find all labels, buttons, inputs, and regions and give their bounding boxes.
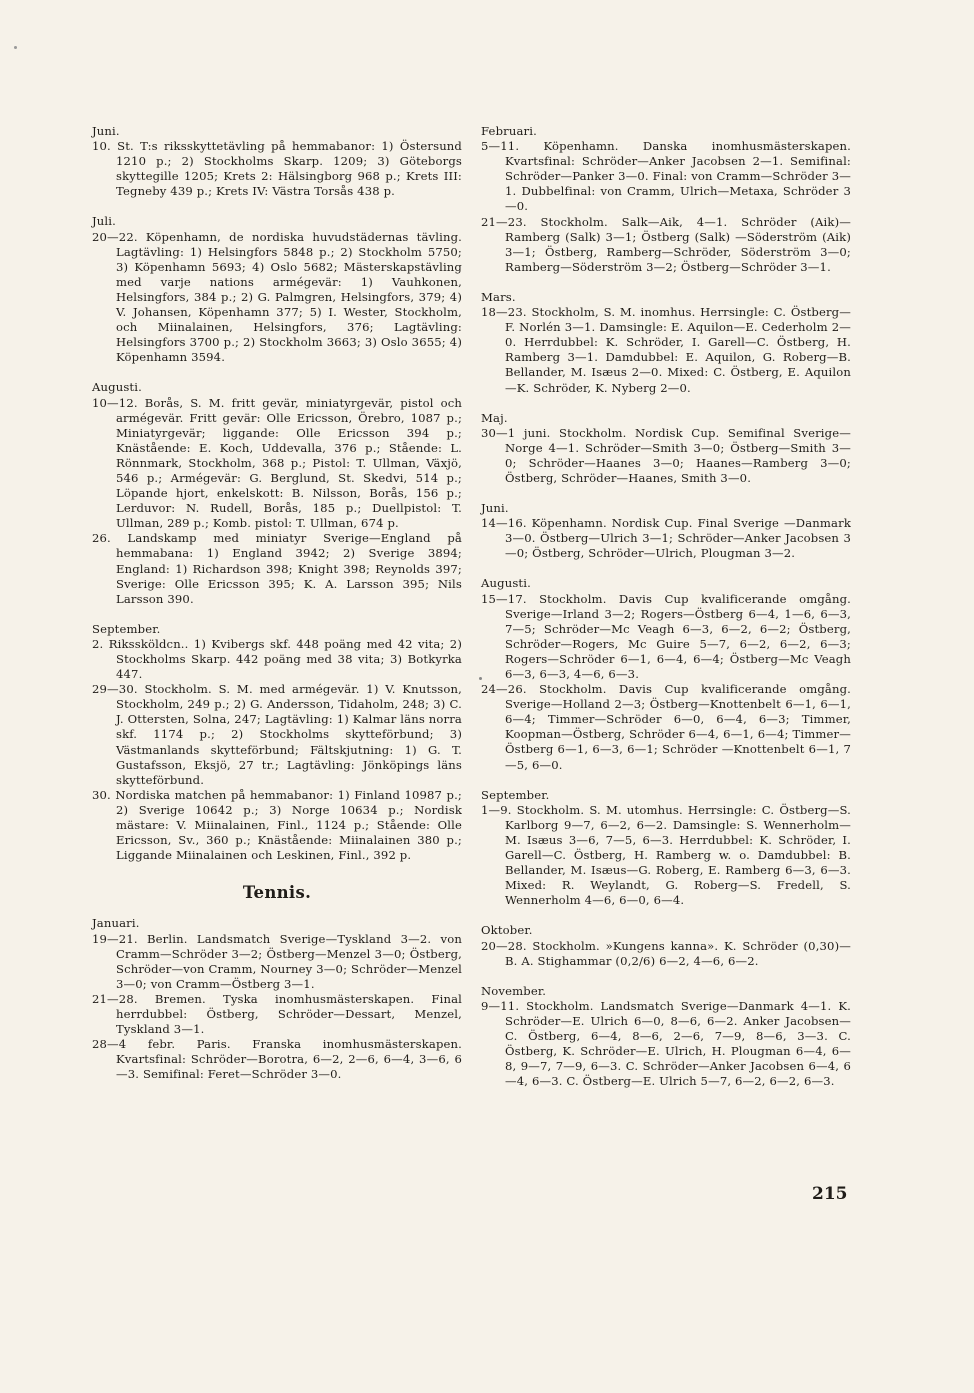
result-entry: [481, 939, 851, 969]
month-heading: Januari.: [92, 916, 140, 931]
entry-date: 26.: [92, 531, 111, 546]
block-spacer: [481, 275, 851, 290]
entry-text: Bremen. Tyska inomhusmästerskapen. Final herrdubbel: Östberg, Schröder—Dessart, Menzel, Tyskland 3—1.: [116, 991, 462, 1037]
result-entry: [481, 215, 851, 275]
month-heading: Juli.: [92, 214, 116, 229]
result-entry: [481, 426, 851, 486]
entry-date: 14—16.: [481, 516, 527, 531]
block-spacer: [481, 908, 851, 923]
result-entry: [92, 139, 462, 199]
month-heading: Augusti.: [92, 380, 142, 395]
result-entry: [481, 803, 851, 909]
block-spacer: [481, 561, 851, 576]
result-entry: [92, 1037, 462, 1082]
month-heading: September.: [92, 621, 161, 636]
result-entry: [481, 516, 851, 561]
block-spacer: [92, 199, 462, 214]
month-heading: Mars.: [481, 289, 516, 304]
entry-date: 10.: [92, 139, 111, 154]
left-column-results: [92, 124, 462, 863]
entry-date: 21—28.: [92, 991, 138, 1006]
entry-date: 9—11.: [481, 998, 520, 1013]
result-entry: [92, 396, 462, 532]
result-entry: [481, 592, 851, 683]
block-spacer: [481, 969, 851, 984]
result-entry: [481, 999, 851, 1090]
result-entry: [481, 139, 851, 214]
entry-text: Stockholm. Nordisk Cup. Semifinal Sverige—Norge 4—1. Schröder—Smith 3—0; Östberg—Smith 3—0; Schröder—Haanes 3—0; Haanes—Ramberg 3—0; Östberg, Schröder—Haanes, Smith 3—0.: [505, 425, 851, 485]
entry-text: Stockholm, S. M. inomhus. Herrsingle: C. Östberg—F. Norlén 3—1. Damsingle: E. Aquilon—E. Cederholm 2—0. Herrdubbel: K. Schröder, I. Garell—C. Östberg, H. Ramberg 3—1. Damdubbel: E. Aquilon, G. Roberg—B. Bellander, M. Isæus 2—0. Mixed: C. Östberg, E. Aquilon—K. Schröder, K. Nyberg 2—0.: [505, 305, 852, 395]
month-heading: Februari.: [481, 124, 537, 138]
entry-date: 2.: [92, 636, 104, 651]
block-spacer: [481, 396, 851, 411]
result-entry: [92, 992, 462, 1037]
section-title: Tennis.: [242, 883, 312, 903]
entry-date: 29—30.: [92, 682, 138, 697]
entry-date: 20—28.: [481, 938, 527, 953]
entry-text: Borås, S. M. fritt gevär, miniatyrgevär, pistol och armégevär. Fritt gevär: Olle Ericsson, Örebro, 1087 p.; Miniatyrgevär; liggande: Olle Ericsson 394 p.; Knästående: E. Koch, Uddevalla, 376 p.; Stående: L. Rönnmark, Stockholm, 368 p.; Pistol: T. Ullman, Växjö, 546 p.; Armégevär: G. Berglund, St. Skedvi, 514 p.; Löpande hjort, enkelskott: B. Nilsson, Borås, 156 p.; Lerduvor: N. Rudell, Borås, 185 p.; Duellpistol: T. Ullman, 289 p.; Komb. pistol: T. Ullman, 674 p.: [116, 395, 462, 531]
entry-date: 19—21.: [92, 931, 138, 946]
entry-text: Rikssköldcn.. 1) Kvibergs skf. 448 poäng med 42 vita; 2) Stockholms Skarp. 442 poäng med 38 vita; 3) Botkyrka 447.: [108, 636, 462, 682]
result-entry: [481, 305, 851, 396]
entry-date: 20—22.: [92, 229, 138, 244]
left-column-tennis-results: [92, 916, 462, 1082]
month-heading: Augusti.: [481, 576, 531, 591]
entry-text: Köpenhamn. Nordisk Cup. Final Sverige —Danmark 3—0. Östberg—Ulrich 3—1; Schröder—Anker Jacobsen 3—0; Östberg, Schröder—Ulrich, Plougman 3—2.: [505, 516, 851, 561]
month-heading: Maj.: [481, 410, 508, 425]
entry-text: Stockholm. »Kungens kanna». K. Schröder (0,30)—B. A. Stighammar (0,2/6) 6—2, 4—6, 6—2.: [505, 938, 852, 968]
entry-date: 10—12.: [92, 395, 138, 410]
month-heading: November.: [481, 983, 547, 998]
result-entry: [92, 788, 462, 863]
entry-text: Stockholm. S. M. utomhus. Herrsingle: C. Östberg—S. Karlborg 9—7, 6—2, 6—2. Damsingle: S. Wennerholm—M. Isæus 3—6, 7—5, 6—3. Herrdubbel: K. Schröder, I. Garell—C. Östberg, H. Ramberg w. o. Damdubbel: B. Bellander, M. Isæus—G. Roberg, E. Ramberg 6—3, 6—3. Mixed: R. Weylandt, G. Roberg—S. Fredell, S. Wennerholm 4—6, 6—0, 6—4.: [505, 802, 851, 908]
entry-date: 18—23.: [481, 305, 527, 320]
month-heading: Juni.: [481, 501, 509, 516]
entry-text: Paris. Franska inomhusmästerskapen. Kvartsfinal: Schröder—Borotra, 6—2, 2—6, 6—4, 3—6, 6—3. Semifinal: Feret—Schröder 3—0.: [116, 1037, 463, 1082]
entry-text: Köpenhamn, de nordiska huvudstädernas tävling. Lagtävling: 1) Helsingfors 5848 p.; 2) Stockholm 5750; 3) Köpenhamn 5693; 4) Oslo 5682; Mästerskapstävling med varje nations armégevär: 1) Vauhkonen, Helsingfors, 384 p.; 2) G. Palmgren, Helsingfors, 379; 4) V. Johansen, Köpenhamn 377; 5) I. Wester, Stockholm, och Miinalainen, Helsingfors, 376; Lagtävling: Helsingfors 3700 p.; 2) Stockholm 3663; 3) Oslo 3655; 4) Köpenhamn 3594.: [116, 229, 462, 365]
entry-date: 30—1 juni.: [481, 425, 551, 440]
block-spacer: [481, 773, 851, 788]
block-spacer: [92, 607, 462, 622]
entry-date: 1—9.: [481, 802, 512, 817]
entry-date: 15—17.: [481, 591, 527, 606]
entry-text: Stockholm. Davis Cup kvalificerande omgång. Sverige—Holland 2—3; Östberg—Knottenbelt 6—1, 6—1, 6—4; Timmer—Schröder 6—0, 6—4, 6—3; Timmer, Koopman—Östberg, Schröder 6—4, 6—1, 6—4; Timmer—Östberg 6—1, 6—3, 6—1; Schröder —Knottenbelt 6—1, 7—5, 6—0.: [505, 682, 851, 772]
result-entry: [92, 932, 462, 992]
entry-date: 30.: [92, 787, 111, 802]
result-entry: [481, 682, 851, 773]
month-heading: Oktober.: [481, 923, 533, 938]
right-column-tennis-results: [481, 124, 851, 1089]
entry-date: 21—23.: [481, 214, 527, 229]
entry-date: 24—26.: [481, 682, 527, 697]
block-spacer: [92, 365, 462, 380]
result-entry: [92, 531, 462, 606]
result-entry: [92, 682, 462, 788]
page-number: 215: [812, 1184, 848, 1204]
block-spacer: [481, 486, 851, 501]
entry-text: Köpenhamn. Danska inomhusmästerskapen. Kvartsfinal: Schröder—Anker Jacobsen 2—1. Semifinal: Schröder—Panker 3—0. Final: von Cramm—Schröder 3—1. Dubbelfinal: von Cramm, Ulrich—Metaxa, Schröder 3—0.: [505, 139, 851, 214]
entry-text: Stockholm. Landsmatch Sverige—Danmark 4—1. K. Schröder—E. Ulrich 6—0, 8—6, 6—2. Anker Jacobsen—C. Östberg, 6—4, 8—6, 2—6, 7—9, 8—6, 3—3. C. Östberg, K. Schröder—E. Ulrich, H. Plougman 6—4, 6—8, 9—7, 7—9, 6—3. C. Schröder—Anker Jacobsen 6—4, 6—4, 6—3. C. Östberg—E. Ulrich 5—7, 6—2, 6—2, 6—3.: [505, 998, 851, 1089]
entry-text: Stockholm. S. M. med armégevär. 1) V. Knutsson, Stockholm, 249 p.; 2) G. Andersson, Tidaholm, 248; 3) C. J. Ottersten, Solna, 247; Lagtävling: 1) Kalmar läns norra skf. 1174 p.; 2) Stockholms skytteförbund; 3) Västmanlands skytteförbund; Fältskjutning: 1) G. T. Gustafsson, Eksjö, 27 tr.; Lagtävling: Jönköpings läns skytteförbund.: [116, 682, 462, 787]
entry-date: 5—11.: [481, 139, 520, 154]
result-entry: [92, 637, 462, 682]
entry-text: St. T:s riksskyttetävling på hemmabanor: 1) Östersund 1210 p.; 2) Stockholms Skarp. 1209; 3) Göteborgs skyttegille 1205; Krets 2: Hälsingborg 968 p.; Krets III: Tegneby 439 p.; Krets IV: Västra Torsås 438 p.: [116, 139, 462, 199]
month-heading: September.: [481, 787, 550, 802]
result-entry: [92, 230, 462, 366]
left-column: [92, 124, 462, 1082]
entry-text: Berlin. Landsmatch Sverige—Tyskland 3—2. von Cramm—Schröder 3—2; Östberg—Menzel 3—0; Östberg, Schröder—von Cramm, Nourney 3—0; Schröder—Menzel 3—0; von Cramm—Östberg 3—1.: [116, 931, 462, 991]
entry-text: Nordiska matchen på hemmabanor: 1) Finland 10987 p.; 2) Sverige 10642 p.; 3) Norge 10634 p.; Nordisk mästare: V. Miinalainen, Finl., 1124 p.; Stående: Olle Ericsson, Sv., 360 p.; Knästående: Miinalainen 380 p.; Liggande Miinalainen och Leskinen, Finl., 392 p.: [115, 787, 462, 863]
month-heading: Juni.: [92, 124, 120, 138]
right-column: [481, 124, 851, 1089]
entry-text: Landskamp med miniatyr Sverige—England på hemmabana: 1) England 3942; 2) Sverige 3894; England: 1) Richardson 398; Knight 398; Reynolds 397; Sverige: Olle Ericsson 395; K. A. Larsson 395; Nils Larsson 390.: [116, 531, 462, 606]
entry-text: Stockholm. Salk—Aik, 4—1. Schröder (Aik)—Ramberg (Salk) 3—1; Östberg (Salk) —Söderström (Aik) 3—1; Östberg, Ramberg—Schröder, Söderström 3—0; Ramberg—Söderström 3—2; Östberg—Schröder 3—1.: [505, 214, 851, 274]
margin-mark: [14, 46, 17, 49]
entry-text: Stockholm. Davis Cup kvalificerande omgång. Sverige—Irland 3—2; Rogers—Östberg 6—4, 1—6, 6—3, 7—5; Schröder—Mc Veagh 6—3, 6—2, 6—2; Östberg, Schröder—Rogers, Mc Guire 5—7, 6—2, 6—2, 6—3; Rogers—Schröder 6—1, 6—4, 6—4; Östberg—Mc Veagh 6—3, 6—3, 4—6, 6—3.: [505, 591, 851, 681]
entry-date: 28—4 febr.: [92, 1037, 176, 1052]
